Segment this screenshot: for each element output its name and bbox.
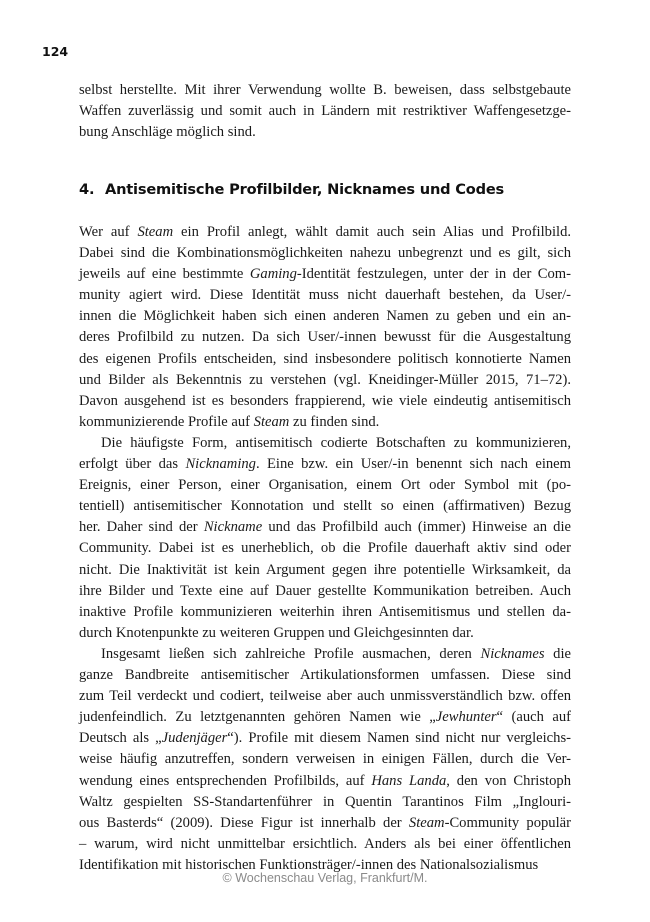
text-line <box>79 433 571 454</box>
text-line: Waffen zuverlässig und somit auch in Ländern mit restriktiver Waffengesetzge- <box>79 103 571 120</box>
text-line <box>79 285 571 306</box>
text-run: , den von Christoph <box>446 772 571 789</box>
text-line: bung Anschläge möglich sind. <box>79 124 256 141</box>
text-line <box>79 475 571 496</box>
text-run: deres Profilbild zu nutzen. Da sich User/-innen bewusst für die Ausgestaltung <box>79 329 571 346</box>
text-line <box>79 327 571 348</box>
text-run: Dabei sind die Kombinationsmöglichkeiten nahezu unbegrenzt und es gilt, sich <box>79 245 571 262</box>
text-run: her. Daher sind der <box>79 519 204 536</box>
text-line <box>79 581 571 602</box>
text-run: wendung eines entsprechenden Profilbilds, auf <box>79 772 372 789</box>
text-run: . Eine bzw. ein User/-in benennt sich nach einem <box>255 456 571 473</box>
text-run: Die häufigste Form, antisemitisch codierte Botschaften zu kommunizieren, <box>101 435 571 451</box>
intro-paragraph <box>79 80 571 143</box>
body-paragraph-2 <box>79 433 571 644</box>
text-run: kommunizierende Profile auf <box>79 413 254 430</box>
text-line: selbst herstellte. Mit ihrer Verwendung wollte B. beweisen, dass selbstgebaute <box>79 82 571 98</box>
text-run: Ereignis, einer Person, einer Organisation, einem Ort oder Symbol mit (po- <box>79 477 571 494</box>
text-line <box>79 623 571 644</box>
section-heading <box>79 181 504 198</box>
section-number: 4. <box>79 181 95 198</box>
italic-term: Hans Landa <box>371 772 447 789</box>
text-run: nicht. Die Inaktivität ist kein Argument gegen ihre potentielle Wirksamkeit, da <box>79 561 571 578</box>
text-line <box>79 792 571 813</box>
text-run: munity agiert wird. Diese Identität muss nicht dauerhaft bestehen, da User/- <box>79 287 571 304</box>
text-line <box>79 391 571 412</box>
italic-term: Nicknaming <box>185 456 256 473</box>
text-run: ous Basterds“ (2009). Diese Figur ist innerhalb der <box>79 814 409 831</box>
text-run: und das Profilbild auch (immer) Hinweise an die <box>262 519 572 536</box>
text-run: -Identität festzulegen, unter der in der Com- <box>296 266 571 283</box>
text-run: “ (auch auf <box>496 709 572 726</box>
text-line <box>79 412 571 433</box>
text-run: zum Teil verdeckt und codiert, teilweise aber auch unmissverständlich bzw. offen <box>79 688 571 705</box>
text-run: Davon ausgehend ist es besonders frappierend, wie viele eindeutig antisemitisch <box>79 392 571 409</box>
text-line <box>79 749 571 770</box>
text-run: Waltz gespielten SS-Standartenführer in Quentin Tarantinos Film „Inglouri- <box>79 793 571 810</box>
text-line <box>79 686 571 707</box>
text-run: -Community populär <box>444 814 571 831</box>
text-run: zu finden sind. <box>289 413 380 430</box>
text-line <box>79 771 571 792</box>
text-run: und Bilder als Bekenntnis zu verstehen (vgl. Kneidinger-Müller 2015, 71–72). <box>79 371 571 388</box>
text-run: Insgesamt ließen sich zahlreiche Profile ausmachen, deren <box>101 646 481 662</box>
text-line <box>79 813 571 834</box>
text-line <box>79 707 571 728</box>
text-line <box>79 602 571 623</box>
text-run: “). Profile mit diesem Namen sind nicht nur vergleichs- <box>227 730 571 747</box>
text-run: ganze Bandbreite antisemitischer Artikulationsformen umfassen. Diese sind <box>79 667 571 684</box>
text-run: des eigenen Profils entscheiden, sind insbesondere politisch konnotierte Namen <box>79 350 571 367</box>
text-line <box>79 243 571 264</box>
text-line <box>79 728 571 749</box>
text-run: Deutsch als „ <box>79 730 162 747</box>
text-run: – warum, wird nicht unmittelbar ersichtlich. Anders als bei einer öffentlichen <box>79 835 571 852</box>
text-run: Community. Dabei ist es unerheblich, ob die Profile dauerhaft aktiv sind oder <box>79 540 571 557</box>
text-run: innen die Möglichkeit haben sich einen anderen Namen zu geben und ein an- <box>79 308 571 325</box>
text-run: die <box>544 646 571 662</box>
text-run: tentiell) antisemitischer Konnotation und stellt so einen (affirmativen) Bezug <box>79 498 571 515</box>
text-run: ein Profil anlegt, wählt damit auch sein Alias und Profilbild. <box>173 224 572 240</box>
text-run: weise häufig anzutreffen, sondern verweisen in einigen Fällen, durch die Ver- <box>79 751 571 768</box>
text-run: Identifikation mit historischen Funktionsträger/-innen des Nationalsozialismus <box>79 856 539 873</box>
text-run: Wer auf <box>79 224 138 240</box>
body-paragraph-1 <box>79 222 571 433</box>
italic-term: Gaming <box>249 266 297 283</box>
italic-term: Steam <box>253 413 290 430</box>
italic-term: Steam <box>408 814 445 831</box>
text-line <box>79 538 571 559</box>
italic-term: Steam <box>137 224 174 240</box>
body-paragraph-3 <box>79 644 571 876</box>
italic-term: Nickname <box>203 519 263 536</box>
text-line <box>79 665 571 686</box>
italic-term: Judenjäger <box>161 730 228 747</box>
text-run: jeweils auf eine bestimmte <box>79 266 250 283</box>
text-line <box>79 560 571 581</box>
text-line <box>79 370 571 391</box>
text-line <box>79 349 571 370</box>
italic-term: Nicknames <box>480 646 545 662</box>
text-line <box>79 264 571 285</box>
text-line <box>79 496 571 517</box>
text-run: erfolgt über das <box>79 456 186 473</box>
text-line <box>79 454 571 475</box>
text-line <box>79 222 571 243</box>
page-number: 124 <box>42 44 69 59</box>
text-line <box>79 834 571 855</box>
text-run: durch Knotenpunkte zu weiteren Gruppen und Gleichgesinnten dar. <box>79 624 474 641</box>
text-line <box>79 306 571 327</box>
text-line <box>79 644 571 665</box>
italic-term: Jewhunter <box>435 709 497 726</box>
section-title: Antisemitische Profilbilder, Nicknames und Codes <box>105 181 505 198</box>
copyright-footer: © Wochenschau Verlag, Frankfurt/M. <box>222 871 428 885</box>
text-run: ihre Bilder und Texte eine auf Dauer gestellte Kommunikation betreiben. Auch <box>79 582 571 599</box>
text-line <box>79 517 571 538</box>
text-run: judenfeindlich. Zu letztgenannten gehören Namen wie „ <box>79 709 436 726</box>
text-run: inaktive Profile kommunizieren weiterhin ihren Antisemitismus und stellen da- <box>79 603 571 620</box>
